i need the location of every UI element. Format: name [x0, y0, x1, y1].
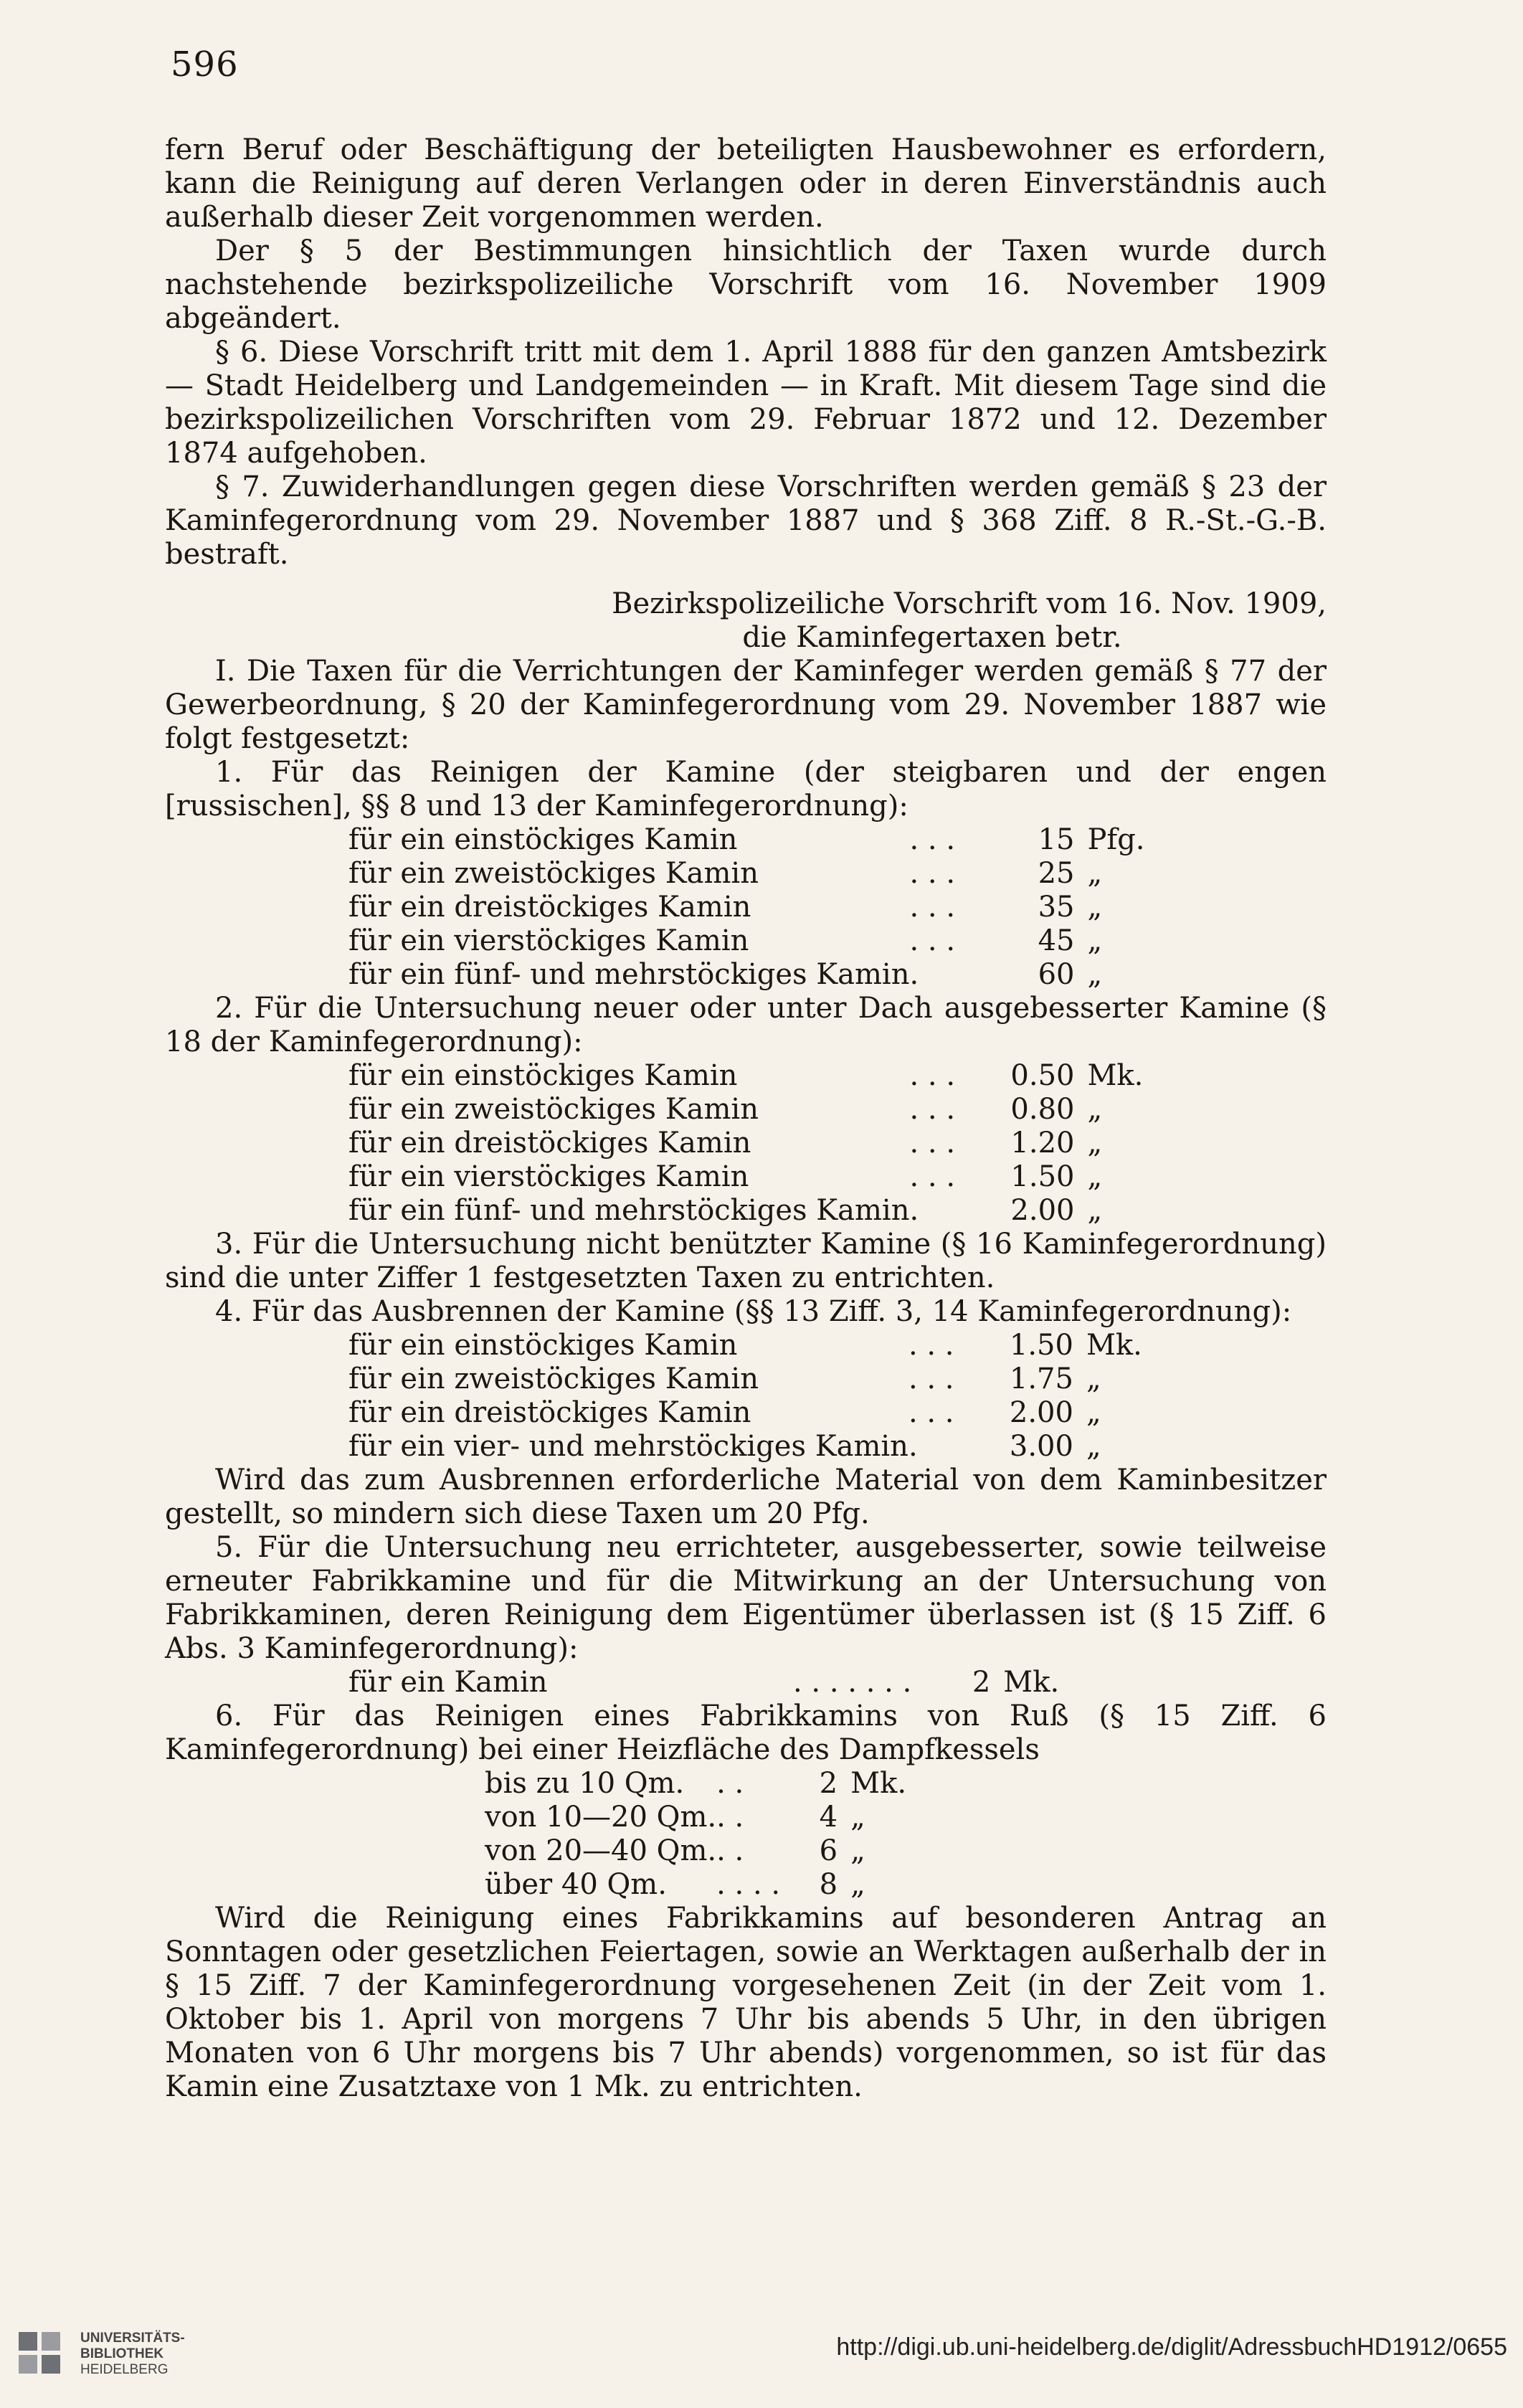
fee-item: für ein zweistöckiges Kamin [348, 1093, 759, 1126]
fee-item: für ein vierstöckiges Kamin [348, 924, 749, 957]
fee-dots: . . . [909, 823, 956, 856]
logo-line: BIBLIOTHEK [80, 2346, 164, 2361]
fee-dots: . . [716, 1767, 744, 1800]
fee-dots: . [909, 1194, 919, 1227]
page-number: 596 [171, 44, 239, 85]
paragraph-section7: § 7. Zuwiderhandlungen gegen diese Vorschriften werden gemäß § 23 der Kaminfegerordnung vom 29. November 1887 und § 368 Ziff. 8 R.-St.-G.-B. bestraft. [165, 470, 1327, 571]
fee-dots: . . [716, 1801, 744, 1834]
fee-dots: . [909, 958, 919, 991]
paragraph-continuation: fern Beruf oder Beschäftigung der beteiligten Hausbewohner es erfordern, kann die Reinigung auf deren Verlangen oder in deren Einverständnis auch außerhalb dieser Zeit vorgenommen werden. [165, 133, 1327, 234]
fee-dots: . . . [909, 924, 956, 957]
logo-line: HEIDELBERG [80, 2362, 169, 2377]
fee-unit: „ [1087, 1160, 1103, 1193]
fee-dots: . . . . [716, 1868, 781, 1901]
fee-unit: „ [1087, 924, 1103, 957]
fee-dots: . . . [908, 1362, 954, 1395]
fee-unit: Mk. [1087, 1059, 1144, 1092]
regulation-subtitle: die Kaminfegertaxen betr. [742, 621, 1122, 654]
fee-item: über 40 Qm. [485, 1868, 667, 1901]
fee-val: 45 [1038, 924, 1075, 957]
fee-unit: „ [1087, 891, 1103, 924]
fee-unit: Mk. [850, 1767, 907, 1800]
fee-item: bis zu 10 Qm. [485, 1767, 685, 1800]
intro-paragraph: I. Die Taxen für die Verrichtungen der Kaminfeger werden gemäß § 77 der Gewerbeordnung, § 20 der Kaminfegerordnung vom 29. November 1887 wie folgt festgesetzt: [165, 655, 1327, 755]
fee-unit: „ [850, 1868, 865, 1901]
fee-item: für ein dreistöckiges Kamin [348, 1396, 751, 1429]
fee-dots: . . . [909, 1127, 956, 1160]
fee-unit: Pfg. [1087, 823, 1145, 856]
fee-item: für ein Kamin [348, 1666, 548, 1699]
document-body [165, 133, 1327, 2104]
section-2-heading: 2. Für die Untersuchung neuer oder unter Dach ausgebesserter Kamine (§ 18 der Kaminfegerordnung): [165, 992, 1327, 1058]
fee-dots: . . . [909, 857, 956, 890]
fee-unit: „ [850, 1834, 865, 1867]
fee-val: 60 [1038, 958, 1075, 991]
fee-val: 15 [1038, 823, 1075, 856]
fee-item: für ein dreistöckiges Kamin [348, 891, 751, 924]
fee-table-factory-cleaning [485, 1767, 906, 1902]
fee-val: 25 [1038, 857, 1075, 890]
fee-unit: „ [1087, 958, 1103, 991]
fee-val: 3.00 [1009, 1430, 1073, 1463]
fee-val: 2 [972, 1666, 991, 1699]
fee-dots: . . . [909, 891, 956, 924]
fee-val: 1.50 [1009, 1329, 1073, 1362]
section-4-note: Wird das zum Ausbrennen erforderliche Material von dem Kaminbesitzer gestellt, so mindern sich diese Taxen um 20 Pfg. [165, 1464, 1327, 1530]
fee-dots: . . . [909, 1093, 956, 1126]
fee-val: 0.50 [1010, 1059, 1075, 1092]
fee-row [348, 1093, 1143, 1127]
fee-item: von 10—20 Qm. [485, 1801, 717, 1834]
fee-val: 8 [819, 1868, 838, 1901]
fee-row [485, 1767, 906, 1801]
fee-item: für ein vier- und mehrstöckiges Kamin [348, 1430, 908, 1463]
final-paragraph: Wird die Reinigung eines Fabrikkamins auf besonderen Antrag an Sonntagen oder gesetzlichen Feiertagen, sowie an Werktagen außerhalb der in § 15 Ziff. 7 der Kaminfegerordnung vorgesehenen Zeit (in der Zeit vom 1. Oktober bis 1. April von morgens 7 Uhr bis abends 5 Uhr, in den übrigen Monaten von 6 Uhr morgens bis 7 Uhr abends) vorgenommen, so ist für das Kamin eine Zusatztaxe von 1 Mk. zu entrichten. [165, 1902, 1327, 2103]
footer-bar [0, 2315, 1523, 2408]
fee-unit: Mk. [1003, 1666, 1060, 1699]
fee-table-cleaning [348, 823, 1145, 992]
fee-row [348, 924, 1145, 958]
fee-val: 4 [819, 1801, 838, 1834]
section-3-paragraph: 3. Für die Untersuchung nicht benützter Kamine (§ 16 Kaminfegerordnung) sind die unter Ziffer 1 festgesetzten Taxen zu entrichten. [165, 1228, 1327, 1294]
fee-row [348, 1329, 1142, 1362]
fee-item: für ein zweistöckiges Kamin [348, 857, 759, 890]
fee-dots: . . . [908, 1396, 954, 1429]
fee-row [348, 1059, 1143, 1093]
fee-unit: „ [1087, 1194, 1103, 1227]
fee-unit: „ [1086, 1430, 1101, 1463]
fee-val: 6 [819, 1834, 838, 1867]
fee-dots: . . . . . . . [793, 1666, 912, 1699]
fee-row [485, 1868, 906, 1902]
fee-item: für ein fünf- und mehrstöckiges Kamin [348, 958, 910, 991]
fee-val: 2 [819, 1767, 838, 1800]
fee-val: 2.00 [1010, 1194, 1075, 1227]
fee-row [485, 1801, 906, 1834]
fee-item: für ein einstöckiges Kamin [348, 1059, 738, 1092]
fee-row [348, 1362, 1142, 1396]
fee-unit: „ [850, 1801, 865, 1834]
fee-table-inspection [348, 1059, 1143, 1228]
logo-line: UNIVERSITÄTS- [80, 2331, 185, 2346]
fee-item: für ein vierstöckiges Kamin [348, 1160, 749, 1193]
section-4-heading: 4. Für das Ausbrennen der Kamine (§§ 13 Ziff. 3, 14 Kaminfegerordnung): [215, 1295, 1292, 1328]
paragraph-paragraph5-note: Der § 5 der Bestimmungen hinsichtlich der Taxen wurde durch nachstehende bezirkspolizeiliche Vorschrift vom 16. November 1909 abgeändert. [165, 234, 1327, 335]
library-logo-icon [16, 2329, 63, 2376]
fee-item: für ein zweistöckiges Kamin [348, 1362, 759, 1395]
fee-unit: „ [1087, 1093, 1103, 1126]
fee-item: für ein einstöckiges Kamin [348, 823, 738, 856]
fee-row [348, 1430, 1142, 1464]
fee-table-factory-inspection [348, 1666, 1059, 1700]
fee-val: 1.75 [1009, 1362, 1073, 1395]
fee-val: 0.80 [1010, 1093, 1075, 1126]
paragraph-section6: § 6. Diese Vorschrift tritt mit dem 1. April 1888 für den ganzen Amtsbezirk — Stadt Heidelberg und Landgemeinden — in Kraft. Mit diesem Tage sind die bezirkspolizeilichen Vorschriften vom 29. Februar 1872 und 12. Dezember 1874 aufgehoben. [165, 336, 1327, 470]
section-5-heading: 5. Für die Untersuchung neu errichteter, ausgebesserter, sowie teilweise erneuter Fabrikkamine und für die Mitwirkung an der Untersuchung von Fabrikkaminen, deren Reinigung dem Eigentümer überlassen ist (§ 15 Ziff. 6 Abs. 3 Kaminfegerordnung): [165, 1531, 1327, 1665]
fee-dots: . . . [908, 1329, 954, 1362]
fee-val: 1.50 [1010, 1160, 1075, 1193]
fee-val: 2.00 [1009, 1396, 1073, 1429]
fee-row [348, 958, 1145, 992]
section-6-heading: 6. Für das Reinigen eines Fabrikkamins von Ruß (§ 15 Ziff. 6 Kaminfegerordnung) bei einer Heizfläche des Dampfkessels [165, 1700, 1327, 1766]
fee-unit: „ [1087, 857, 1103, 890]
fee-unit: „ [1086, 1362, 1101, 1395]
fee-item: für ein fünf- und mehrstöckiges Kamin [348, 1194, 910, 1227]
fee-item: von 20—40 Qm. [485, 1834, 717, 1867]
fee-row [348, 1127, 1143, 1160]
fee-table-burning [348, 1329, 1142, 1464]
fee-item: für ein einstöckiges Kamin [348, 1329, 738, 1362]
library-logo-text [80, 2331, 185, 2378]
fee-row [348, 1160, 1143, 1194]
regulation-title: Bezirkspolizeiliche Vorschrift vom 16. Nov. 1909, [612, 587, 1327, 620]
fee-dots: . . . [909, 1059, 956, 1092]
fee-val: 35 [1038, 891, 1075, 924]
fee-row [348, 823, 1145, 857]
fee-val: 1.20 [1010, 1127, 1075, 1160]
fee-row [348, 857, 1145, 891]
fee-row [348, 1396, 1142, 1430]
fee-row [485, 1834, 906, 1868]
fee-dots: . [908, 1430, 918, 1463]
fee-row [348, 1666, 1059, 1700]
fee-item: für ein dreistöckiges Kamin [348, 1127, 751, 1160]
section-1-heading: 1. Für das Reinigen der Kamine (der steigbaren und der engen [russischen], §§ 8 und 13 der Kaminfegerordnung): [165, 756, 1327, 823]
source-url-link[interactable]: http://digi.ub.uni-heidelberg.de/diglit/AdressbuchHD1912/0655 [836, 2333, 1507, 2361]
fee-unit: „ [1087, 1127, 1103, 1160]
fee-unit: Mk. [1086, 1329, 1142, 1362]
fee-dots: . . [716, 1834, 744, 1867]
fee-unit: „ [1086, 1396, 1101, 1429]
fee-dots: . . . [909, 1160, 956, 1193]
fee-row [348, 1194, 1143, 1228]
fee-row [348, 891, 1145, 924]
